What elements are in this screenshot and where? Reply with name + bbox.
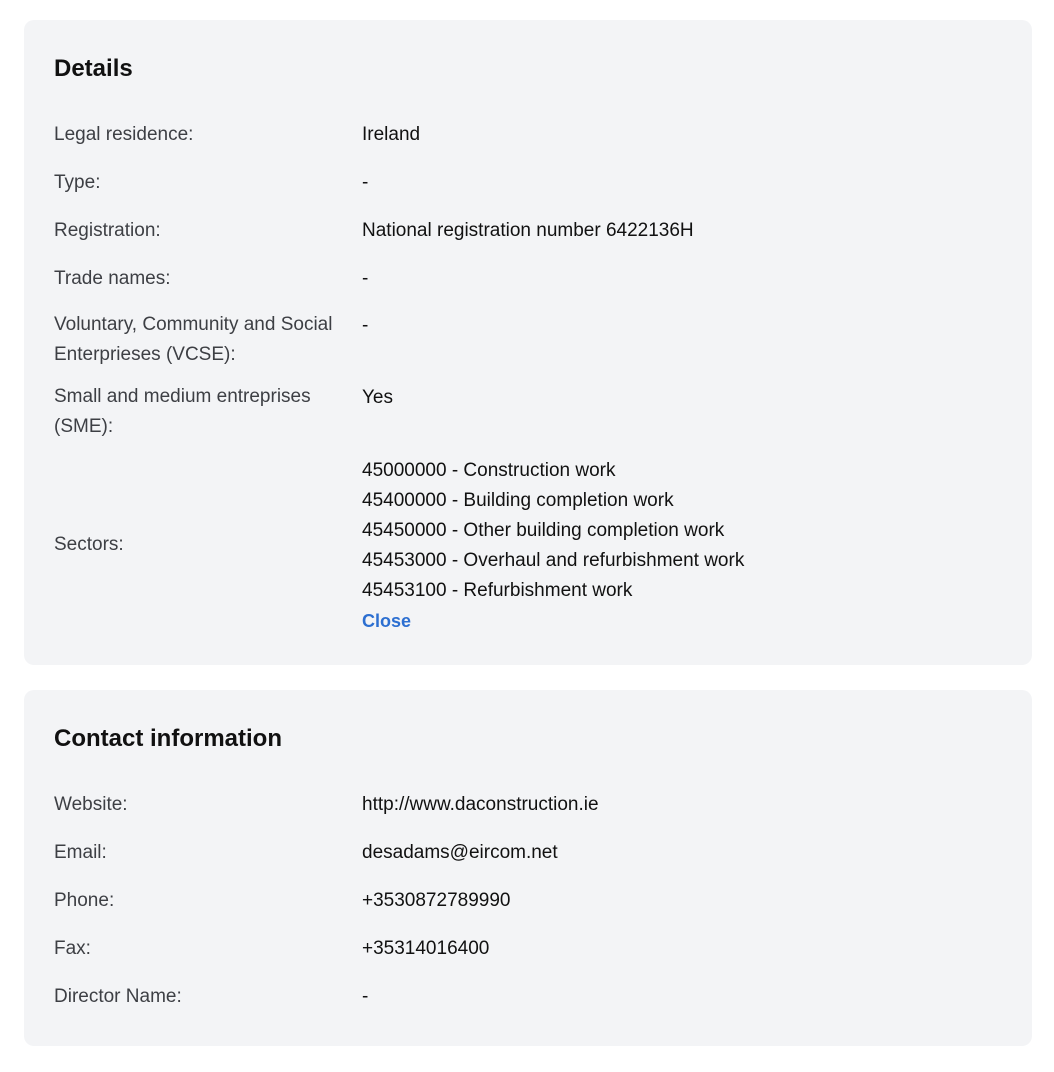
legal-residence-label: Legal residence: — [54, 124, 194, 145]
email-value[interactable]: desadams@eircom.net — [362, 842, 558, 863]
contact-card — [24, 690, 1032, 1046]
director-name-value: - — [362, 986, 369, 1007]
registration-label: Registration: — [54, 220, 161, 241]
email-label: Email: — [54, 842, 107, 863]
type-label: Type: — [54, 172, 101, 193]
contact-title: Contact information — [54, 725, 282, 752]
website-label: Website: — [54, 794, 128, 815]
sectors-list — [362, 456, 1002, 606]
sector-item: 45453000 - Overhaul and refurbishment work — [362, 550, 745, 571]
type-value: - — [362, 172, 369, 193]
sector-item: 45000000 - Construction work — [362, 460, 616, 481]
registration-value: National registration number 6422136H — [362, 220, 694, 241]
legal-residence-value: Ireland — [362, 124, 421, 145]
sectors-label: Sectors: — [54, 534, 124, 555]
website-value[interactable]: http://www.daconstruction.ie — [362, 794, 599, 815]
phone-label: Phone: — [54, 890, 115, 911]
fax-value: +35314016400 — [362, 938, 490, 959]
director-name-label: Director Name: — [54, 986, 182, 1007]
sectors-close-link[interactable]: Close — [362, 611, 412, 631]
details-title: Details — [54, 55, 133, 82]
details-card — [24, 20, 1032, 665]
vcse-label: Voluntary, Community and Social Enterprieses (VCSE): — [54, 314, 333, 365]
fax-label: Fax: — [54, 938, 91, 959]
sector-item: 45453100 - Refurbishment work — [362, 580, 633, 601]
sme-label: Small and medium entreprises (SME): — [54, 386, 311, 437]
trade-names-label: Trade names: — [54, 268, 171, 289]
sector-item: 45400000 - Building completion work — [362, 490, 674, 511]
sme-value: Yes — [362, 387, 393, 408]
phone-value: +3530872789990 — [362, 890, 511, 911]
sector-item: 45450000 - Other building completion work — [362, 520, 725, 541]
trade-names-value: - — [362, 268, 369, 289]
vcse-value: - — [362, 315, 369, 336]
